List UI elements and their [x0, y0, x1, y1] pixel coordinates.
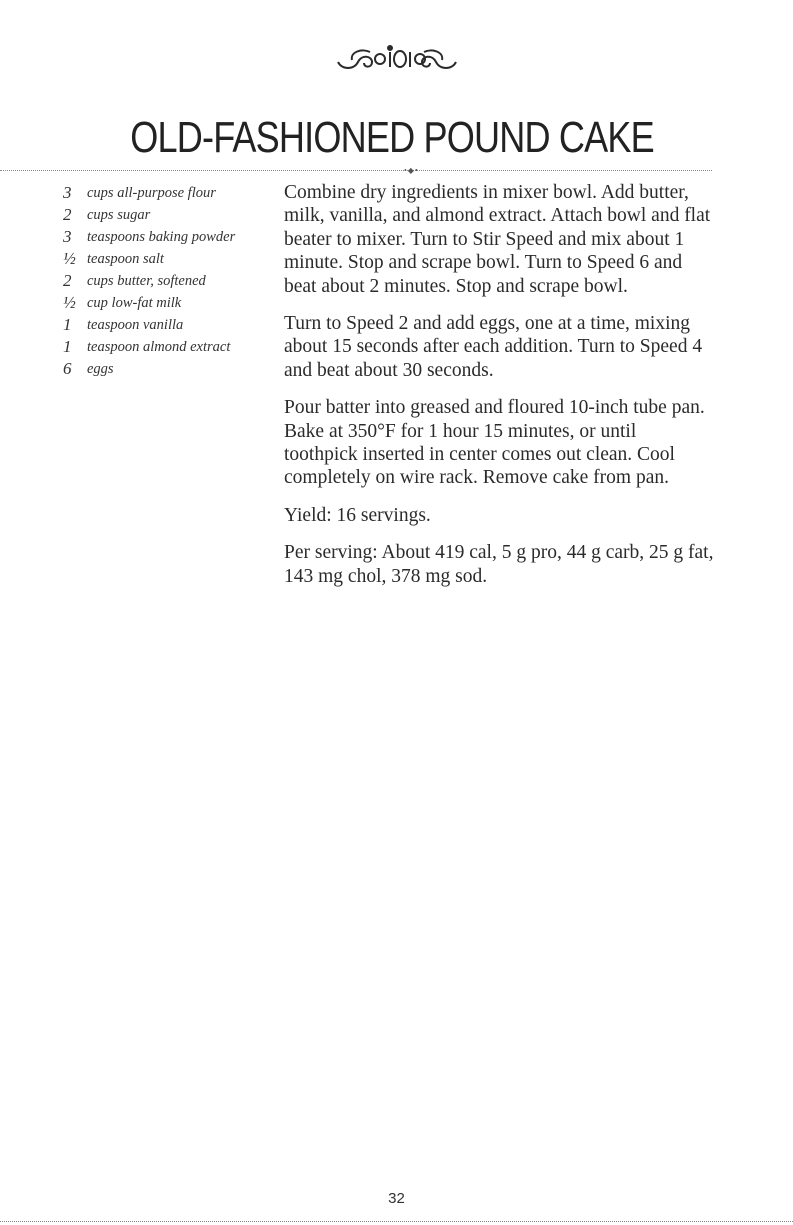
ingredient-quantity: 2: [63, 205, 72, 224]
ingredient-quantity: 1: [63, 315, 72, 334]
recipe-yield: Yield: 16 servings.: [284, 504, 431, 526]
ingredient-name: teaspoon vanilla: [87, 317, 184, 333]
ingredient-item: [63, 182, 263, 204]
ingredient-quantity: ½: [63, 249, 76, 268]
ingredient-item: [63, 248, 263, 270]
ingredient-item: [63, 270, 263, 292]
ingredient-name: teaspoons baking powder: [87, 229, 236, 245]
recipe-directions: [284, 181, 714, 602]
ingredient-name: teaspoon almond extract: [87, 339, 231, 355]
ingredient-quantity: 1: [63, 337, 72, 356]
directions-paragraph: Turn to Speed 2 and add eggs, one at a time, mixing about 15 seconds after each addition. Turn to Speed 4 and beat about 30 seconds.: [284, 313, 703, 381]
ingredient-item: [63, 336, 263, 358]
ingredient-item: [63, 314, 263, 336]
bottom-divider: [0, 1221, 793, 1222]
ingredient-quantity: 3: [63, 227, 72, 246]
page-number: 32: [388, 1190, 405, 1207]
ingredient-name: cups all-purpose flour: [87, 185, 216, 201]
ingredient-name: cups sugar: [87, 207, 151, 223]
ingredient-name: cups butter, softened: [87, 273, 206, 289]
ingredient-quantity: 3: [63, 183, 72, 202]
ingredient-name: teaspoon salt: [87, 251, 164, 267]
title-divider: [0, 170, 712, 171]
nutrition-info: Per serving: About 419 cal, 5 g pro, 44 g carb, 25 g fat, 143 mg chol, 378 mg sod.: [284, 542, 714, 587]
ingredient-quantity: 2: [63, 271, 72, 290]
diamond-dots-icon: •◆•: [404, 166, 419, 175]
ingredient-name: eggs: [87, 361, 114, 377]
recipe-title: OLD-FASHIONED POUND CAKE: [130, 113, 654, 162]
ingredient-list: [63, 182, 263, 380]
ingredient-quantity: 6: [63, 359, 72, 378]
ingredient-name: cup low-fat milk: [87, 295, 182, 311]
directions-paragraph: Pour batter into greased and floured 10-inch tube pan. Bake at 350°F for 1 hour 15 minutes, or until toothpick inserted in center comes out clean. Cool completely on wire rack. Remove cake from pan.: [284, 397, 705, 489]
ingredient-item: [63, 292, 263, 314]
ingredient-item: [63, 358, 263, 380]
directions-paragraph: Combine dry ingredients in mixer bowl. Add butter, milk, vanilla, and almond extract. Attach bowl and flat beater to mixer. Turn to Stir Speed and mix about 1 minute. Stop and scrape bowl. Turn to Speed 6 and beat about 2 minutes. Stop and scrape bowl.: [284, 182, 711, 297]
ingredient-item: [63, 204, 263, 226]
header-ornament-icon: [0, 40, 793, 80]
ingredient-item: [63, 226, 263, 248]
ingredient-quantity: ½: [63, 293, 76, 312]
